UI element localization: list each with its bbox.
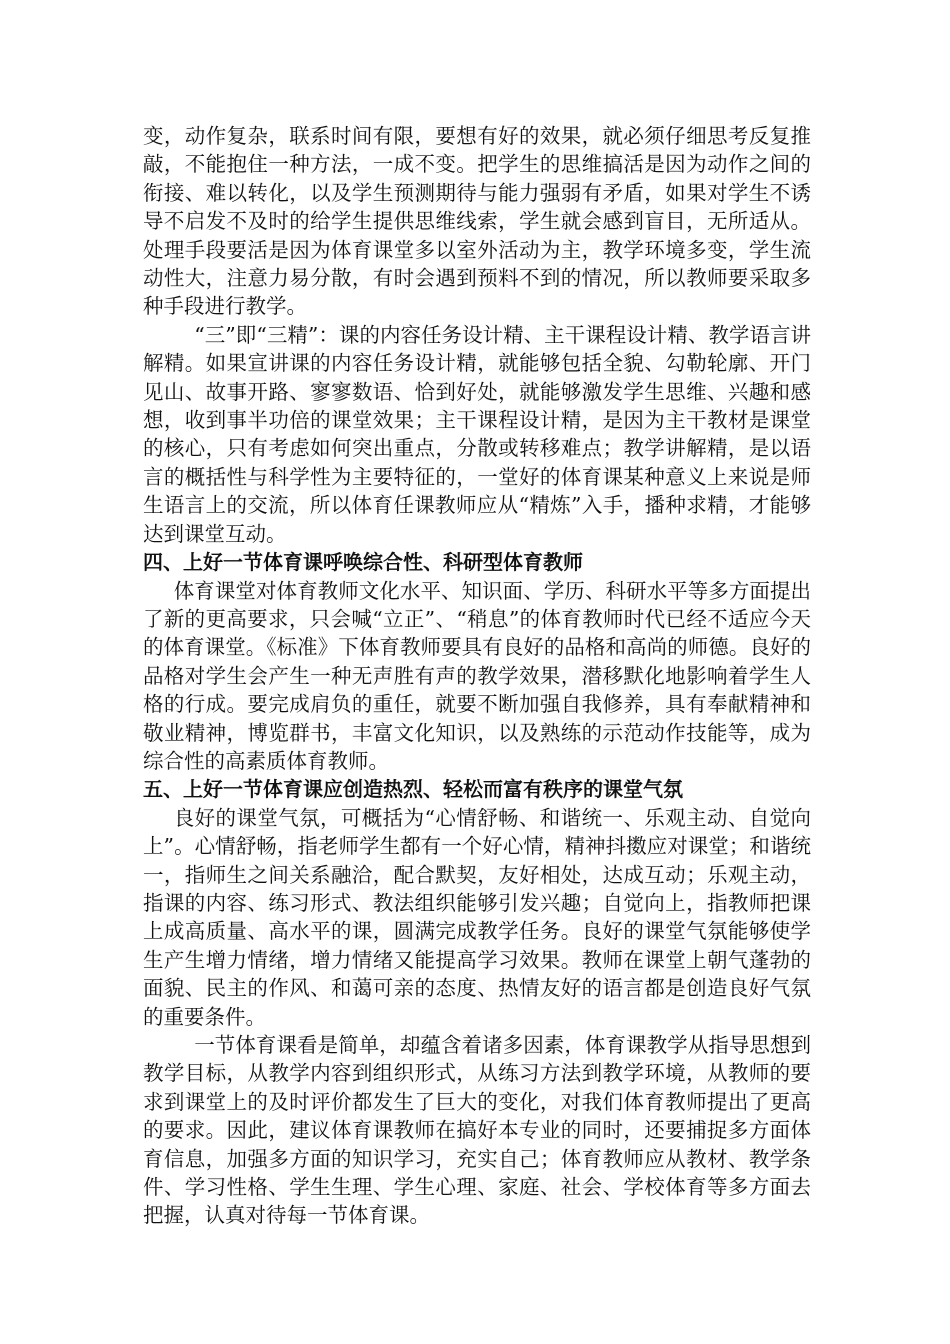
document-page — [143, 122, 811, 1230]
section-heading-5: 五、上好一节体育课应创造热烈、轻松而富有秩序的课堂气氛 — [143, 777, 683, 802]
paragraph-1: 变，动作复杂，联系时间有限，要想有好的效果，就必须仔细思考反复推敲，不能抱住一种方法，一成不变。把学生的思维搞活是因为动作之间的衔接、难以转化，以及学生预测期待与能力强弱有矛盾，如果对学生不诱导不启发不及时的给学生提供思维线索，学生就会感到盲目，无所适从。处理手段要活是因为体育课堂多以室外活动为主，教学环境多变，学生流动性大，注意力易分散，有时会遇到预料不到的情况，所以教师要采取多种手段进行教学。 — [143, 124, 811, 319]
paragraph-teacher-quality: 体育课堂对体育教师文化水平、知识面、学历、科研水平等多方面提出了新的更高要求，只会喊“立正”、“稍息”的体育教师时代已经不适应今天的体育课堂。《标准》下体育教师要具有良好的品格和高尚的师德。良好的品格对学生会产生一种无声胜有声的教学效果，潜移默化地影响着学生人格的行成。要完成肩负的重任，就要不断加强自我修养，具有奉献精神和敬业精神，博览群书，丰富文化知识，以及熟练的示范动作技能等，成为综合性的高素质体育教师。 — [143, 578, 811, 773]
paragraph-san-jing: “三”即“三精”：课的内容任务设计精、主干课程设计精、教学语言讲解精。如果宣讲课的内容任务设计精，就能够包括全貌、勾勒轮廓、开门见山、故事开路、寥寥数语、恰到好处，就能够激发学生思维、兴趣和感想，收到事半功倍的课堂效果；主干课程设计精，是因为主干教材是课堂的核心，只有考虑如何突出重点，分散或转移难点；教学讲解精，是以语言的概括性与科学性为主要特征的，一堂好的体育课某种意义上来说是师生语言上的交流，所以体育任课教师应从“精炼”入手，播种求精，才能够达到课堂互动。 — [143, 322, 811, 546]
section-heading-4: 四、上好一节体育课呼唤综合性、科研型体育教师 — [143, 550, 583, 575]
paragraph-classroom-atmosphere: 良好的课堂气氛，可概括为“心情舒畅、和谐统一、乐观主动、自觉向上”。心情舒畅，指老师学生都有一个好心情，精神抖擞应对课堂；和谐统一，指师生之间关系融洽，配合默契，友好相处，达成互动；乐观主动，指课的内容、练习形式、教法组织能够引发兴趣；自觉向上，指教师把课上成高质量、高水平的课，圆满完成教学任务。良好的课堂气氛能够使学生产生增力情绪，增力情绪又能提高学习效果。教师在课堂上朝气蓬勃的面貌、民主的作风、和蔼可亲的态度、热情友好的语言都是创造良好气氛的重要条件。 — [143, 805, 811, 1029]
paragraph-conclusion: 一节体育课看是简单，却蕴含着诸多因素，体育课教学从指导思想到教学目标，从教学内容到组织形式，从练习方法到教学环境，从教师的要求到课堂上的及时评价都发生了巨大的变化，对我们体育教师提出了更高的要求。因此，建议体育课教师在搞好本专业的同时，还要捕捉多方面体育信息，加强多方面的知识学习，充实自己；体育教师应从教材、教学条件、学习性格、学生生理、学生心理、家庭、社会、学校体育等多方面去把握，认真对待每一节体育课。 — [143, 1033, 811, 1228]
